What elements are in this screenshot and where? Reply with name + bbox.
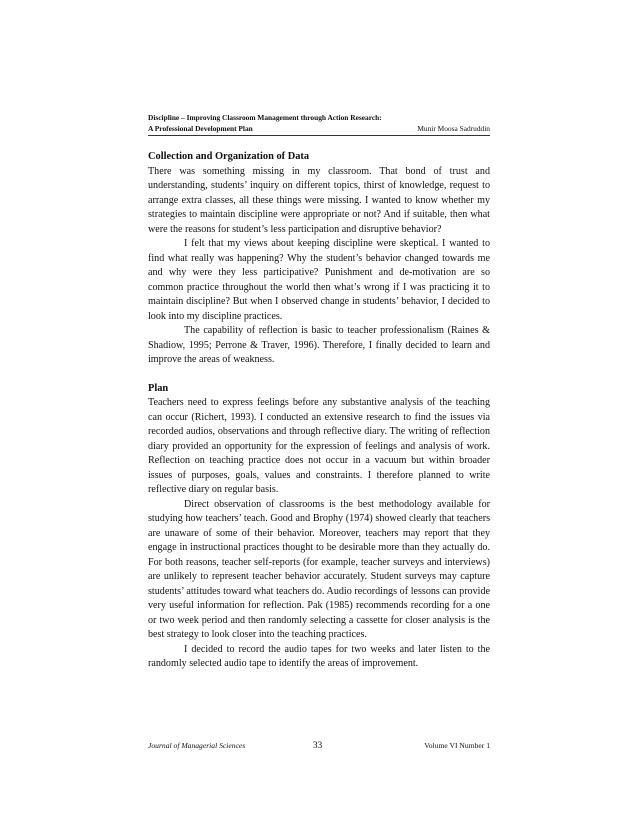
section-plan	[148, 382, 490, 672]
running-head-author: Munir Moosa Sadruddin	[417, 123, 490, 133]
paragraph: I decided to record the audio tapes for two weeks and later listen to the randomly selected audio tape to identify the areas of improvement.	[148, 643, 490, 669]
paragraph: There was something missing in my classroom. That bond of trust and understanding, students’ inquiry on different topics, thirst of knowledge, request to arrange extra classes, all these things were missing. I wanted to know whether my strategies to maintain discipline were appropriate or not? And if suitable, then what were the reasons for student’s less participation and disruptive behavior?	[148, 165, 490, 235]
section-heading: Collection and Organization of Data	[148, 151, 310, 162]
running-head-title-line2: A Professional Development Plan	[148, 123, 253, 133]
paragraph: The capability of reflection is basic to teacher professionalism (Raines & Shadiow, 1995; Perrone & Traver, 1996). Therefore, I finally decided to learn and improve the areas of weakness.	[148, 325, 490, 365]
paragraph: I felt that my views about keeping discipline were skeptical. I wanted to find what really was happening? Why the student’s behavior changed towards me and why were they less participative? Punishment and de-motivation are so common practice throughout the world then what’s wrong if I was practicing it to maintain discipline? But when I observed change in students’ behavior, I decided to look into my discipline practices.	[148, 238, 490, 322]
paragraph: Direct observation of classrooms is the best methodology available for studying how teachers’ teach. Good and Brophy (1974) showed clearly that teachers are unaware of some of their behavior. Moreover, teachers may report that they engage in instructional practices thought to be desirable more than they actually do. For both reasons, teacher self-reports (for example, teacher surveys and interviews) are unlikely to represent teacher behavior accurately. Student surveys may capture students’ attitudes toward what teachers do. Audio recordings of lessons can provide very useful information for reflection. Pak (1985) recommends recording for a one or two week period and then randomly selecting a cassette for closer analysis is the best strategy to look closer into the teaching practices.	[148, 498, 490, 640]
section-collection	[148, 150, 490, 368]
article-body	[148, 150, 490, 672]
page-number: 33	[313, 740, 323, 750]
footer-journal-name: Journal of Managerial Sciences	[148, 741, 246, 750]
footer-volume: Volume VI Number 1	[424, 741, 490, 750]
section-spacer	[148, 368, 490, 382]
page-footer	[148, 741, 490, 750]
running-head	[148, 113, 490, 136]
section-heading: Plan	[148, 382, 169, 394]
paragraph: Teachers need to express feelings before any substantive analysis of the teaching can occur (Richert, 1993). I conducted an extensive research to find the issues via recorded audios, observations and through reflective diary. The writing of reflection diary provided an opportunity for the expression of feelings and analysis of work. Reflection on teaching practice does not occur in a vacuum but within broader issues of purposes, goals, values and constraints. I therefore planned to write reflective diary on regular basis.	[148, 397, 490, 495]
document-page	[148, 0, 490, 826]
running-head-title-line1: Discipline – Improving Classroom Management through Action Research:	[148, 113, 382, 122]
running-head-line2	[148, 124, 490, 135]
